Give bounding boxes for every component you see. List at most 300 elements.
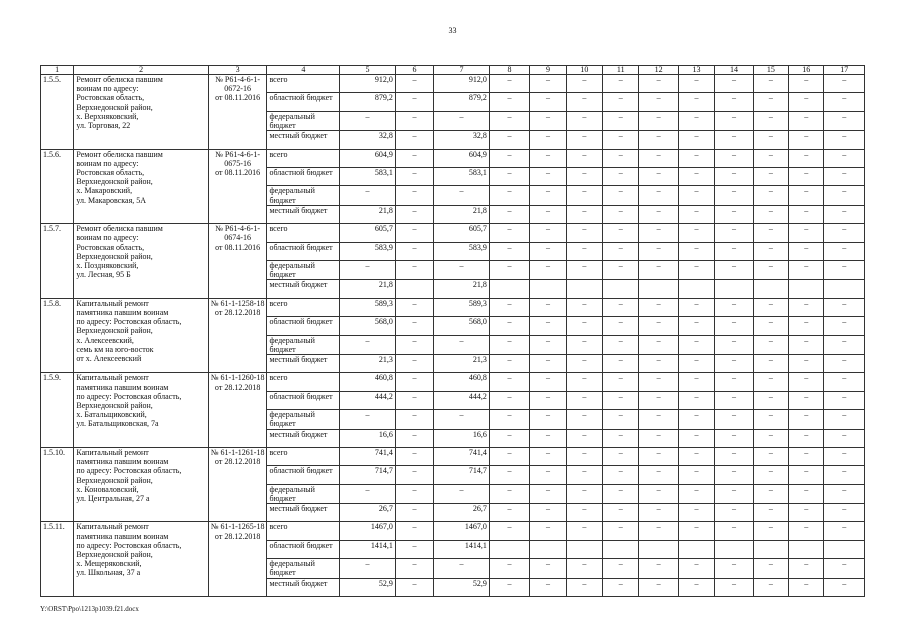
value-col-9: –	[530, 224, 566, 242]
value-col-14: –	[715, 522, 753, 540]
value-col-7: –	[434, 260, 490, 279]
value-col-8: –	[489, 167, 529, 185]
value-col-11: –	[603, 391, 639, 409]
value-col-11: –	[603, 317, 639, 335]
value-col-5: 912,0	[340, 75, 396, 93]
value-col-9	[530, 280, 566, 298]
value-col-10: –	[566, 242, 602, 260]
value-col-11: –	[603, 298, 639, 316]
entry-name: Ремонт обелиска павшим воинам по адресу: Ростовская область, Верхнедонской район, х. Поздняковский, ул. Лесная, 95 Б	[74, 224, 208, 299]
budget-type: местный бюджет	[267, 578, 340, 596]
header-col-7: 7	[434, 66, 490, 75]
budget-type: федеральный бюджет	[267, 335, 340, 354]
budget-type: местный бюджет	[267, 504, 340, 522]
value-col-17: –	[824, 522, 865, 540]
budget-type: федеральный бюджет	[267, 186, 340, 205]
value-col-13: –	[678, 242, 714, 260]
budget-type: местный бюджет	[267, 429, 340, 447]
value-col-13: –	[678, 484, 714, 503]
budget-type: всего	[267, 298, 340, 316]
value-col-16: –	[789, 317, 824, 335]
value-col-5: 444,2	[340, 391, 396, 409]
value-col-11: –	[603, 354, 639, 372]
value-col-9: –	[530, 242, 566, 260]
value-col-17: –	[824, 484, 865, 503]
value-col-6: –	[395, 298, 433, 316]
header-col-8: 8	[489, 66, 529, 75]
value-col-6: –	[395, 167, 433, 185]
value-col-12: –	[639, 429, 678, 447]
entry-name: Капитальный ремонт памятника павшим воинам по адресу: Ростовская область, Верхнедонской район, х. Алексеевский, семь км на юго-восток от х. Алексеевский	[74, 298, 208, 373]
value-col-12: –	[639, 335, 678, 354]
value-col-13: –	[678, 373, 714, 391]
value-col-17: –	[824, 317, 865, 335]
value-col-7: –	[434, 186, 490, 205]
value-col-6: –	[395, 484, 433, 503]
value-col-16: –	[789, 149, 824, 167]
value-col-14: –	[715, 466, 753, 484]
value-col-11: –	[603, 335, 639, 354]
value-col-5: –	[340, 484, 396, 503]
value-col-16: –	[789, 131, 824, 149]
value-col-13: –	[678, 391, 714, 409]
entry-code: 1.5.11.	[41, 522, 74, 597]
value-col-15: –	[753, 466, 788, 484]
value-col-9: –	[530, 391, 566, 409]
value-col-9: –	[530, 167, 566, 185]
value-col-15: –	[753, 335, 788, 354]
value-col-10: –	[566, 578, 602, 596]
value-col-10: –	[566, 111, 602, 130]
value-col-13: –	[678, 131, 714, 149]
header-col-15: 15	[753, 66, 788, 75]
value-col-12: –	[639, 522, 678, 540]
value-col-10: –	[566, 391, 602, 409]
value-col-16: –	[789, 354, 824, 372]
value-col-6: –	[395, 242, 433, 260]
value-col-8: –	[489, 522, 529, 540]
value-col-10: –	[566, 410, 602, 429]
table-row	[41, 373, 865, 391]
value-col-6	[395, 280, 433, 298]
value-col-14	[715, 540, 753, 558]
value-col-11: –	[603, 260, 639, 279]
value-col-6: –	[395, 410, 433, 429]
value-col-13: –	[678, 447, 714, 465]
entry-code: 1.5.6.	[41, 149, 74, 224]
header-col-2: 2	[74, 66, 208, 75]
value-col-12: –	[639, 578, 678, 596]
budget-type: федеральный бюджет	[267, 484, 340, 503]
value-col-13	[678, 540, 714, 558]
value-col-8	[489, 280, 529, 298]
value-col-5: –	[340, 410, 396, 429]
value-col-14: –	[715, 75, 753, 93]
value-col-9: –	[530, 373, 566, 391]
value-col-7: 589,3	[434, 298, 490, 316]
value-col-15: –	[753, 93, 788, 111]
value-col-6: –	[395, 373, 433, 391]
value-col-14: –	[715, 186, 753, 205]
budget-type: всего	[267, 522, 340, 540]
value-col-9: –	[530, 93, 566, 111]
value-col-5: 589,3	[340, 298, 396, 316]
value-col-17: –	[824, 447, 865, 465]
value-col-12: –	[639, 354, 678, 372]
value-col-9: –	[530, 149, 566, 167]
value-col-17: –	[824, 224, 865, 242]
value-col-10: –	[566, 75, 602, 93]
value-col-11: –	[603, 522, 639, 540]
value-col-15: –	[753, 522, 788, 540]
entry-document: № 61-1-1258-18 от 28.12.2018	[208, 298, 267, 373]
budget-type: местный бюджет	[267, 205, 340, 223]
value-col-12: –	[639, 260, 678, 279]
value-col-17: –	[824, 205, 865, 223]
value-col-7: 605,7	[434, 224, 490, 242]
value-col-8: –	[489, 373, 529, 391]
value-col-14: –	[715, 205, 753, 223]
value-col-17: –	[824, 504, 865, 522]
value-col-7: 52,9	[434, 578, 490, 596]
value-col-7: 21,8	[434, 280, 490, 298]
value-col-14: –	[715, 111, 753, 130]
value-col-6: –	[395, 111, 433, 130]
value-col-11: –	[603, 186, 639, 205]
value-col-15: –	[753, 131, 788, 149]
value-col-14: –	[715, 167, 753, 185]
value-col-7: 583,1	[434, 167, 490, 185]
value-col-14: –	[715, 447, 753, 465]
value-col-12: –	[639, 93, 678, 111]
value-col-8: –	[489, 298, 529, 316]
value-col-15: –	[753, 410, 788, 429]
value-col-5: 32,8	[340, 131, 396, 149]
value-col-9: –	[530, 484, 566, 503]
value-col-11: –	[603, 429, 639, 447]
value-col-15: –	[753, 205, 788, 223]
value-col-12	[639, 540, 678, 558]
value-col-12: –	[639, 373, 678, 391]
value-col-7: 460,8	[434, 373, 490, 391]
value-col-13: –	[678, 335, 714, 354]
value-col-17: –	[824, 131, 865, 149]
value-col-14: –	[715, 149, 753, 167]
value-col-14: –	[715, 410, 753, 429]
value-col-13: –	[678, 111, 714, 130]
value-col-5: 605,7	[340, 224, 396, 242]
value-col-8: –	[489, 466, 529, 484]
value-col-13: –	[678, 317, 714, 335]
table-row	[41, 522, 865, 540]
value-col-8: –	[489, 410, 529, 429]
value-col-13: –	[678, 224, 714, 242]
budget-type: всего	[267, 75, 340, 93]
value-col-7: 1414,1	[434, 540, 490, 558]
value-col-13: –	[678, 205, 714, 223]
value-col-9	[530, 540, 566, 558]
header-col-9: 9	[530, 66, 566, 75]
value-col-12: –	[639, 466, 678, 484]
table-row	[41, 75, 865, 93]
entry-document: № 61-1-1261-18 от 28.12.2018	[208, 447, 267, 522]
entry-name: Капитальный ремонт памятника павшим воинам по адресу: Ростовская область, Верхнедонской район, х. Мещеряковский, ул. Школьная, 37 а	[74, 522, 208, 597]
value-col-6: –	[395, 149, 433, 167]
value-col-15: –	[753, 447, 788, 465]
header-row	[41, 66, 865, 75]
value-col-16: –	[789, 335, 824, 354]
value-col-17: –	[824, 429, 865, 447]
value-col-11: –	[603, 373, 639, 391]
value-col-14: –	[715, 93, 753, 111]
value-col-11: –	[603, 242, 639, 260]
value-col-12: –	[639, 504, 678, 522]
value-col-12: –	[639, 447, 678, 465]
value-col-10: –	[566, 131, 602, 149]
value-col-16: –	[789, 111, 824, 130]
value-col-5: 583,1	[340, 167, 396, 185]
value-col-14: –	[715, 242, 753, 260]
value-col-7: 444,2	[434, 391, 490, 409]
header-col-10: 10	[566, 66, 602, 75]
table-row	[41, 149, 865, 167]
value-col-17: –	[824, 167, 865, 185]
value-col-15: –	[753, 484, 788, 503]
value-col-11: –	[603, 167, 639, 185]
value-col-6: –	[395, 429, 433, 447]
value-col-8: –	[489, 111, 529, 130]
budget-type: областной бюджет	[267, 167, 340, 185]
value-col-14: –	[715, 317, 753, 335]
value-col-12: –	[639, 167, 678, 185]
value-col-14: –	[715, 298, 753, 316]
value-col-15: –	[753, 559, 788, 578]
value-col-9: –	[530, 205, 566, 223]
value-col-8: –	[489, 559, 529, 578]
value-col-12: –	[639, 298, 678, 316]
value-col-14: –	[715, 484, 753, 503]
budget-type: всего	[267, 447, 340, 465]
entry-document: № Р61-4-6-1- 0672-16 от 08.11.2016	[208, 75, 267, 150]
value-col-15: –	[753, 504, 788, 522]
value-col-15: –	[753, 578, 788, 596]
budget-type: всего	[267, 373, 340, 391]
value-col-12: –	[639, 410, 678, 429]
value-col-7: –	[434, 335, 490, 354]
value-col-15: –	[753, 298, 788, 316]
value-col-10: –	[566, 298, 602, 316]
value-col-9: –	[530, 410, 566, 429]
value-col-5: 741,4	[340, 447, 396, 465]
value-col-10	[566, 540, 602, 558]
value-col-8: –	[489, 354, 529, 372]
value-col-12: –	[639, 75, 678, 93]
value-col-6: –	[395, 391, 433, 409]
value-col-17: –	[824, 335, 865, 354]
budget-type: областной бюджет	[267, 93, 340, 111]
value-col-13	[678, 280, 714, 298]
value-col-5: 583,9	[340, 242, 396, 260]
header-col-3: 3	[208, 66, 267, 75]
value-col-8: –	[489, 335, 529, 354]
value-col-8: –	[489, 242, 529, 260]
value-col-16: –	[789, 410, 824, 429]
header-col-11: 11	[603, 66, 639, 75]
value-col-7: 26,7	[434, 504, 490, 522]
value-col-6: –	[395, 335, 433, 354]
value-col-11: –	[603, 75, 639, 93]
value-col-17: –	[824, 260, 865, 279]
value-col-10: –	[566, 335, 602, 354]
value-col-13: –	[678, 149, 714, 167]
value-col-17: –	[824, 186, 865, 205]
value-col-17: –	[824, 111, 865, 130]
value-col-5: –	[340, 559, 396, 578]
value-col-9: –	[530, 260, 566, 279]
value-col-7: 741,4	[434, 447, 490, 465]
value-col-5: 21,8	[340, 205, 396, 223]
value-col-11: –	[603, 447, 639, 465]
value-col-6: –	[395, 522, 433, 540]
value-col-5: 460,8	[340, 373, 396, 391]
value-col-6: –	[395, 354, 433, 372]
header-col-13: 13	[678, 66, 714, 75]
value-col-12: –	[639, 186, 678, 205]
value-col-16: –	[789, 298, 824, 316]
value-col-15: –	[753, 391, 788, 409]
value-col-16	[789, 540, 824, 558]
header-col-1: 1	[41, 66, 74, 75]
budget-type: федеральный бюджет	[267, 111, 340, 130]
value-col-6: –	[395, 260, 433, 279]
value-col-6: –	[395, 317, 433, 335]
budget-type: местный бюджет	[267, 354, 340, 372]
value-col-5: 21,8	[340, 280, 396, 298]
value-col-10: –	[566, 447, 602, 465]
value-col-16: –	[789, 522, 824, 540]
value-col-12	[639, 280, 678, 298]
value-col-7: –	[434, 559, 490, 578]
value-col-6: –	[395, 578, 433, 596]
value-col-8: –	[489, 484, 529, 503]
value-col-5: –	[340, 186, 396, 205]
entry-document: № 61-1-1260-18 от 28.12.2018	[208, 373, 267, 448]
value-col-9: –	[530, 447, 566, 465]
value-col-15: –	[753, 167, 788, 185]
value-col-13: –	[678, 93, 714, 111]
budget-type: всего	[267, 149, 340, 167]
value-col-16: –	[789, 484, 824, 503]
value-col-6: –	[395, 540, 433, 558]
value-col-15: –	[753, 75, 788, 93]
value-col-7: 21,3	[434, 354, 490, 372]
value-col-9: –	[530, 559, 566, 578]
value-col-7: 21,8	[434, 205, 490, 223]
value-col-5: 879,2	[340, 93, 396, 111]
value-col-8: –	[489, 186, 529, 205]
value-col-16: –	[789, 429, 824, 447]
entry-name: Ремонт обелиска павшим воинам по адресу: Ростовская область, Верхнедонской район, х. Макаровский, ул. Макаровская, 5А	[74, 149, 208, 224]
budget-type: областной бюджет	[267, 466, 340, 484]
value-col-17: –	[824, 298, 865, 316]
value-col-10: –	[566, 317, 602, 335]
value-col-14: –	[715, 391, 753, 409]
value-col-12: –	[639, 111, 678, 130]
value-col-7: –	[434, 410, 490, 429]
value-col-7: 568,0	[434, 317, 490, 335]
value-col-14: –	[715, 429, 753, 447]
table-row	[41, 447, 865, 465]
value-col-15	[753, 540, 788, 558]
table-row	[41, 224, 865, 242]
value-col-10: –	[566, 504, 602, 522]
value-col-15	[753, 280, 788, 298]
header-col-4: 4	[267, 66, 340, 75]
value-col-15: –	[753, 111, 788, 130]
value-col-9: –	[530, 186, 566, 205]
value-col-6: –	[395, 504, 433, 522]
budget-type: всего	[267, 224, 340, 242]
value-col-8: –	[489, 75, 529, 93]
value-col-15: –	[753, 224, 788, 242]
budget-type: областной бюджет	[267, 242, 340, 260]
value-col-16: –	[789, 391, 824, 409]
value-col-12: –	[639, 224, 678, 242]
value-col-9: –	[530, 354, 566, 372]
value-col-16: –	[789, 447, 824, 465]
entry-document: № Р61-4-6-1- 0674-16 от 08.11.2016	[208, 224, 267, 299]
value-col-17: –	[824, 391, 865, 409]
value-col-10: –	[566, 260, 602, 279]
value-col-6: –	[395, 93, 433, 111]
value-col-6: –	[395, 186, 433, 205]
table-row	[41, 298, 865, 316]
value-col-17: –	[824, 410, 865, 429]
value-col-16: –	[789, 205, 824, 223]
value-col-16: –	[789, 242, 824, 260]
value-col-16: –	[789, 75, 824, 93]
header-col-17: 17	[824, 66, 865, 75]
value-col-9: –	[530, 522, 566, 540]
entry-code: 1.5.5.	[41, 75, 74, 150]
value-col-11: –	[603, 111, 639, 130]
value-col-12: –	[639, 391, 678, 409]
value-col-12: –	[639, 484, 678, 503]
value-col-13: –	[678, 578, 714, 596]
budget-type: областной бюджет	[267, 391, 340, 409]
entry-code: 1.5.8.	[41, 298, 74, 373]
value-col-7: 32,8	[434, 131, 490, 149]
value-col-9: –	[530, 335, 566, 354]
value-col-10: –	[566, 484, 602, 503]
value-col-13: –	[678, 429, 714, 447]
value-col-16: –	[789, 186, 824, 205]
budget-type: федеральный бюджет	[267, 260, 340, 279]
value-col-10: –	[566, 167, 602, 185]
value-col-14: –	[715, 578, 753, 596]
value-col-14: –	[715, 373, 753, 391]
value-col-11: –	[603, 578, 639, 596]
value-col-15: –	[753, 260, 788, 279]
value-col-12: –	[639, 242, 678, 260]
value-col-8: –	[489, 429, 529, 447]
value-col-8: –	[489, 447, 529, 465]
value-col-10: –	[566, 149, 602, 167]
entry-document: № Р61-4-6-1- 0675-16 от 08.11.2016	[208, 149, 267, 224]
value-col-7: 714,7	[434, 466, 490, 484]
value-col-11: –	[603, 131, 639, 149]
value-col-9: –	[530, 298, 566, 316]
